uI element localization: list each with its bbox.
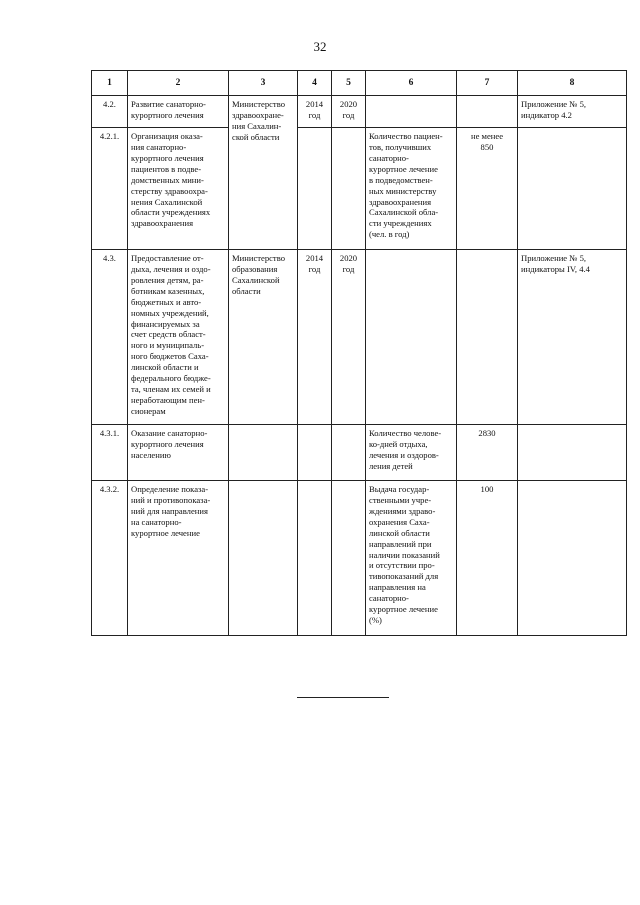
start-year-cell: 2014 год — [298, 96, 332, 128]
start-year-cell: 2014 год — [298, 250, 332, 425]
row-number-cell: 4.3.1. — [92, 425, 128, 481]
start-year-cell — [298, 481, 332, 636]
header-row — [92, 71, 627, 96]
target-value-cell: не менее 850 — [457, 128, 518, 250]
measure-name-cell: Оказание санаторно- курортного лечения населению — [128, 425, 229, 481]
target-value-cell — [457, 96, 518, 128]
measure-name-cell: Организация оказа- ния санаторно- курортного лечения пациентов в подве- домственных мини- стерству здравоохра- нения Сахалинской области учреждениях здравоохранения — [128, 128, 229, 250]
table-row — [92, 481, 627, 636]
header-col-7: 7 — [457, 71, 518, 96]
table-row — [92, 128, 627, 250]
start-year-cell — [298, 425, 332, 481]
header-col-3: 3 — [229, 71, 298, 96]
table-row — [92, 96, 627, 128]
end-year-cell: 2020 год — [332, 250, 366, 425]
header-col-6: 6 — [366, 71, 457, 96]
reference-cell — [518, 128, 627, 250]
target-value-cell: 100 — [457, 481, 518, 636]
end-divider — [297, 697, 389, 698]
measure-name-cell: Определение показа- ний и противопоказа- ний для направления на санаторно- курортное лечение — [128, 481, 229, 636]
row-number-cell: 4.2.1. — [92, 128, 128, 250]
measure-name-cell: Развитие санаторно- курортного лечения — [128, 96, 229, 128]
target-value-cell — [457, 250, 518, 425]
page-number: 32 — [313, 39, 327, 54]
end-year-cell: 2020 год — [332, 96, 366, 128]
indicator-cell: Количество пациен- тов, получивших санаторно- курортное лечение в подведомствен- ных министерству здравоохранения Сахалинской обла- сти учреждениях (чел. в год) — [366, 128, 457, 250]
target-value-cell: 2830 — [457, 425, 518, 481]
start-year-cell — [298, 128, 332, 250]
executor-cell: Министерство здравоохране- ния Сахалин- ской области — [229, 96, 298, 250]
header-col-5: 5 — [332, 71, 366, 96]
executor-cell — [229, 425, 298, 481]
executor-cell — [229, 481, 298, 636]
row-number-cell: 4.3.2. — [92, 481, 128, 636]
measure-name-cell: Предоставление от- дыха, лечения и оздо- ровления детям, ра- ботникам казенных, бюджетных и авто- номных учреждений, финансируемых за счет средств област- ного и муниципаль- ного бюджетов Саха- линской области и федерального бюдже- та, членам их семей и неработающим пен- сионерам — [128, 250, 229, 425]
reference-cell: Приложение № 5, индикатор 4.2 — [518, 96, 627, 128]
row-number-cell: 4.2. — [92, 96, 128, 128]
table-row — [92, 425, 627, 481]
end-year-cell — [332, 128, 366, 250]
reference-cell: Приложение № 5, индикаторы IV, 4.4 — [518, 250, 627, 425]
row-number-cell: 4.3. — [92, 250, 128, 425]
reference-cell — [518, 481, 627, 636]
end-year-cell — [332, 425, 366, 481]
header-col-2: 2 — [128, 71, 229, 96]
table-row — [92, 250, 627, 425]
measures-table — [91, 70, 627, 636]
executor-cell: Министерство образования Сахалинской области — [229, 250, 298, 425]
end-year-cell — [332, 481, 366, 636]
header-col-4: 4 — [298, 71, 332, 96]
indicator-cell — [366, 250, 457, 425]
header-col-1: 1 — [92, 71, 128, 96]
reference-cell — [518, 425, 627, 481]
header-col-8: 8 — [518, 71, 627, 96]
indicator-cell: Выдача государ- ственными учре- ждениями здраво- охранения Саха- линской области направлений при наличии показаний и отсутствии про- тивопоказаний для направления на санаторно- курортное лечение (%) — [366, 481, 457, 636]
indicator-cell: Количество челове- ко-дней отдыха, лечения и оздоров- ления детей — [366, 425, 457, 481]
indicator-cell — [366, 96, 457, 128]
